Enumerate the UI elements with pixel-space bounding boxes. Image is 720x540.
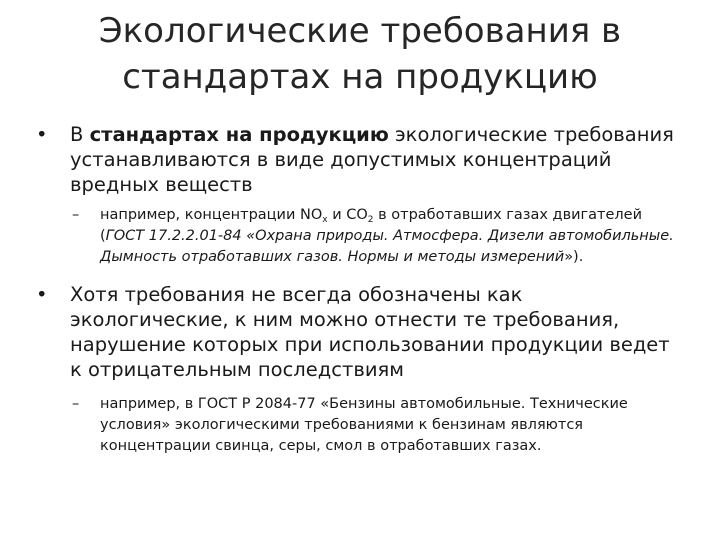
sub-bullet-1: [36, 205, 686, 268]
sub-1-part-3: в отработавших газах двигателей (: [100, 207, 643, 244]
title-line-2: стандартах на продукцию: [122, 57, 598, 97]
bullet-1: [36, 122, 686, 197]
sub-2-text: например, в ГОСТ Р 2084-77 «Бензины автомобильные. Технические условия» экологическими требованиями к бензинам являются концентрации свинца, серы, смол в отработавших газах.: [100, 396, 628, 454]
sub-bullet-2: [36, 394, 686, 457]
sub-1-subscript-x: x: [322, 215, 328, 225]
bullet-marker: •: [36, 123, 48, 146]
bullet-1-post: экологические требования устанавливаются в виде допустимых концентраций вредных веществ: [70, 123, 674, 196]
sub-1-part-2: и CO: [327, 207, 368, 223]
bullet-1-bold: стандартах на продукцию: [89, 123, 389, 146]
bullet-2-text: Хотя требования не всегда обозначены как экологические, к ним можно отнести те требования, нарушение которых при использовании продукции ведет к отрицательным последствиям: [70, 283, 670, 381]
title-line-1: Экологические требования в: [98, 11, 622, 51]
bullet-1-pre: В: [70, 123, 90, 146]
sub-1-subscript-2: 2: [367, 215, 374, 225]
slide-title: [40, 8, 680, 100]
sub-bullet-marker: –: [72, 207, 80, 223]
sub-1-italic-gost: ГОСТ 17.2.2.01-84 «Охрана природы. Атмосфера. Дизели автомобильные. Дымность отработавших газов. Нормы и методы измерений: [100, 228, 674, 265]
sub-bullet-marker: –: [72, 396, 80, 412]
sub-1-part-1: например, концентрации NO: [100, 207, 323, 223]
spacer: [36, 268, 686, 282]
sub-1-part-4: »).: [564, 249, 584, 265]
slide-body: [36, 122, 686, 457]
bullet-marker: •: [36, 283, 48, 306]
bullet-2: [36, 282, 686, 382]
